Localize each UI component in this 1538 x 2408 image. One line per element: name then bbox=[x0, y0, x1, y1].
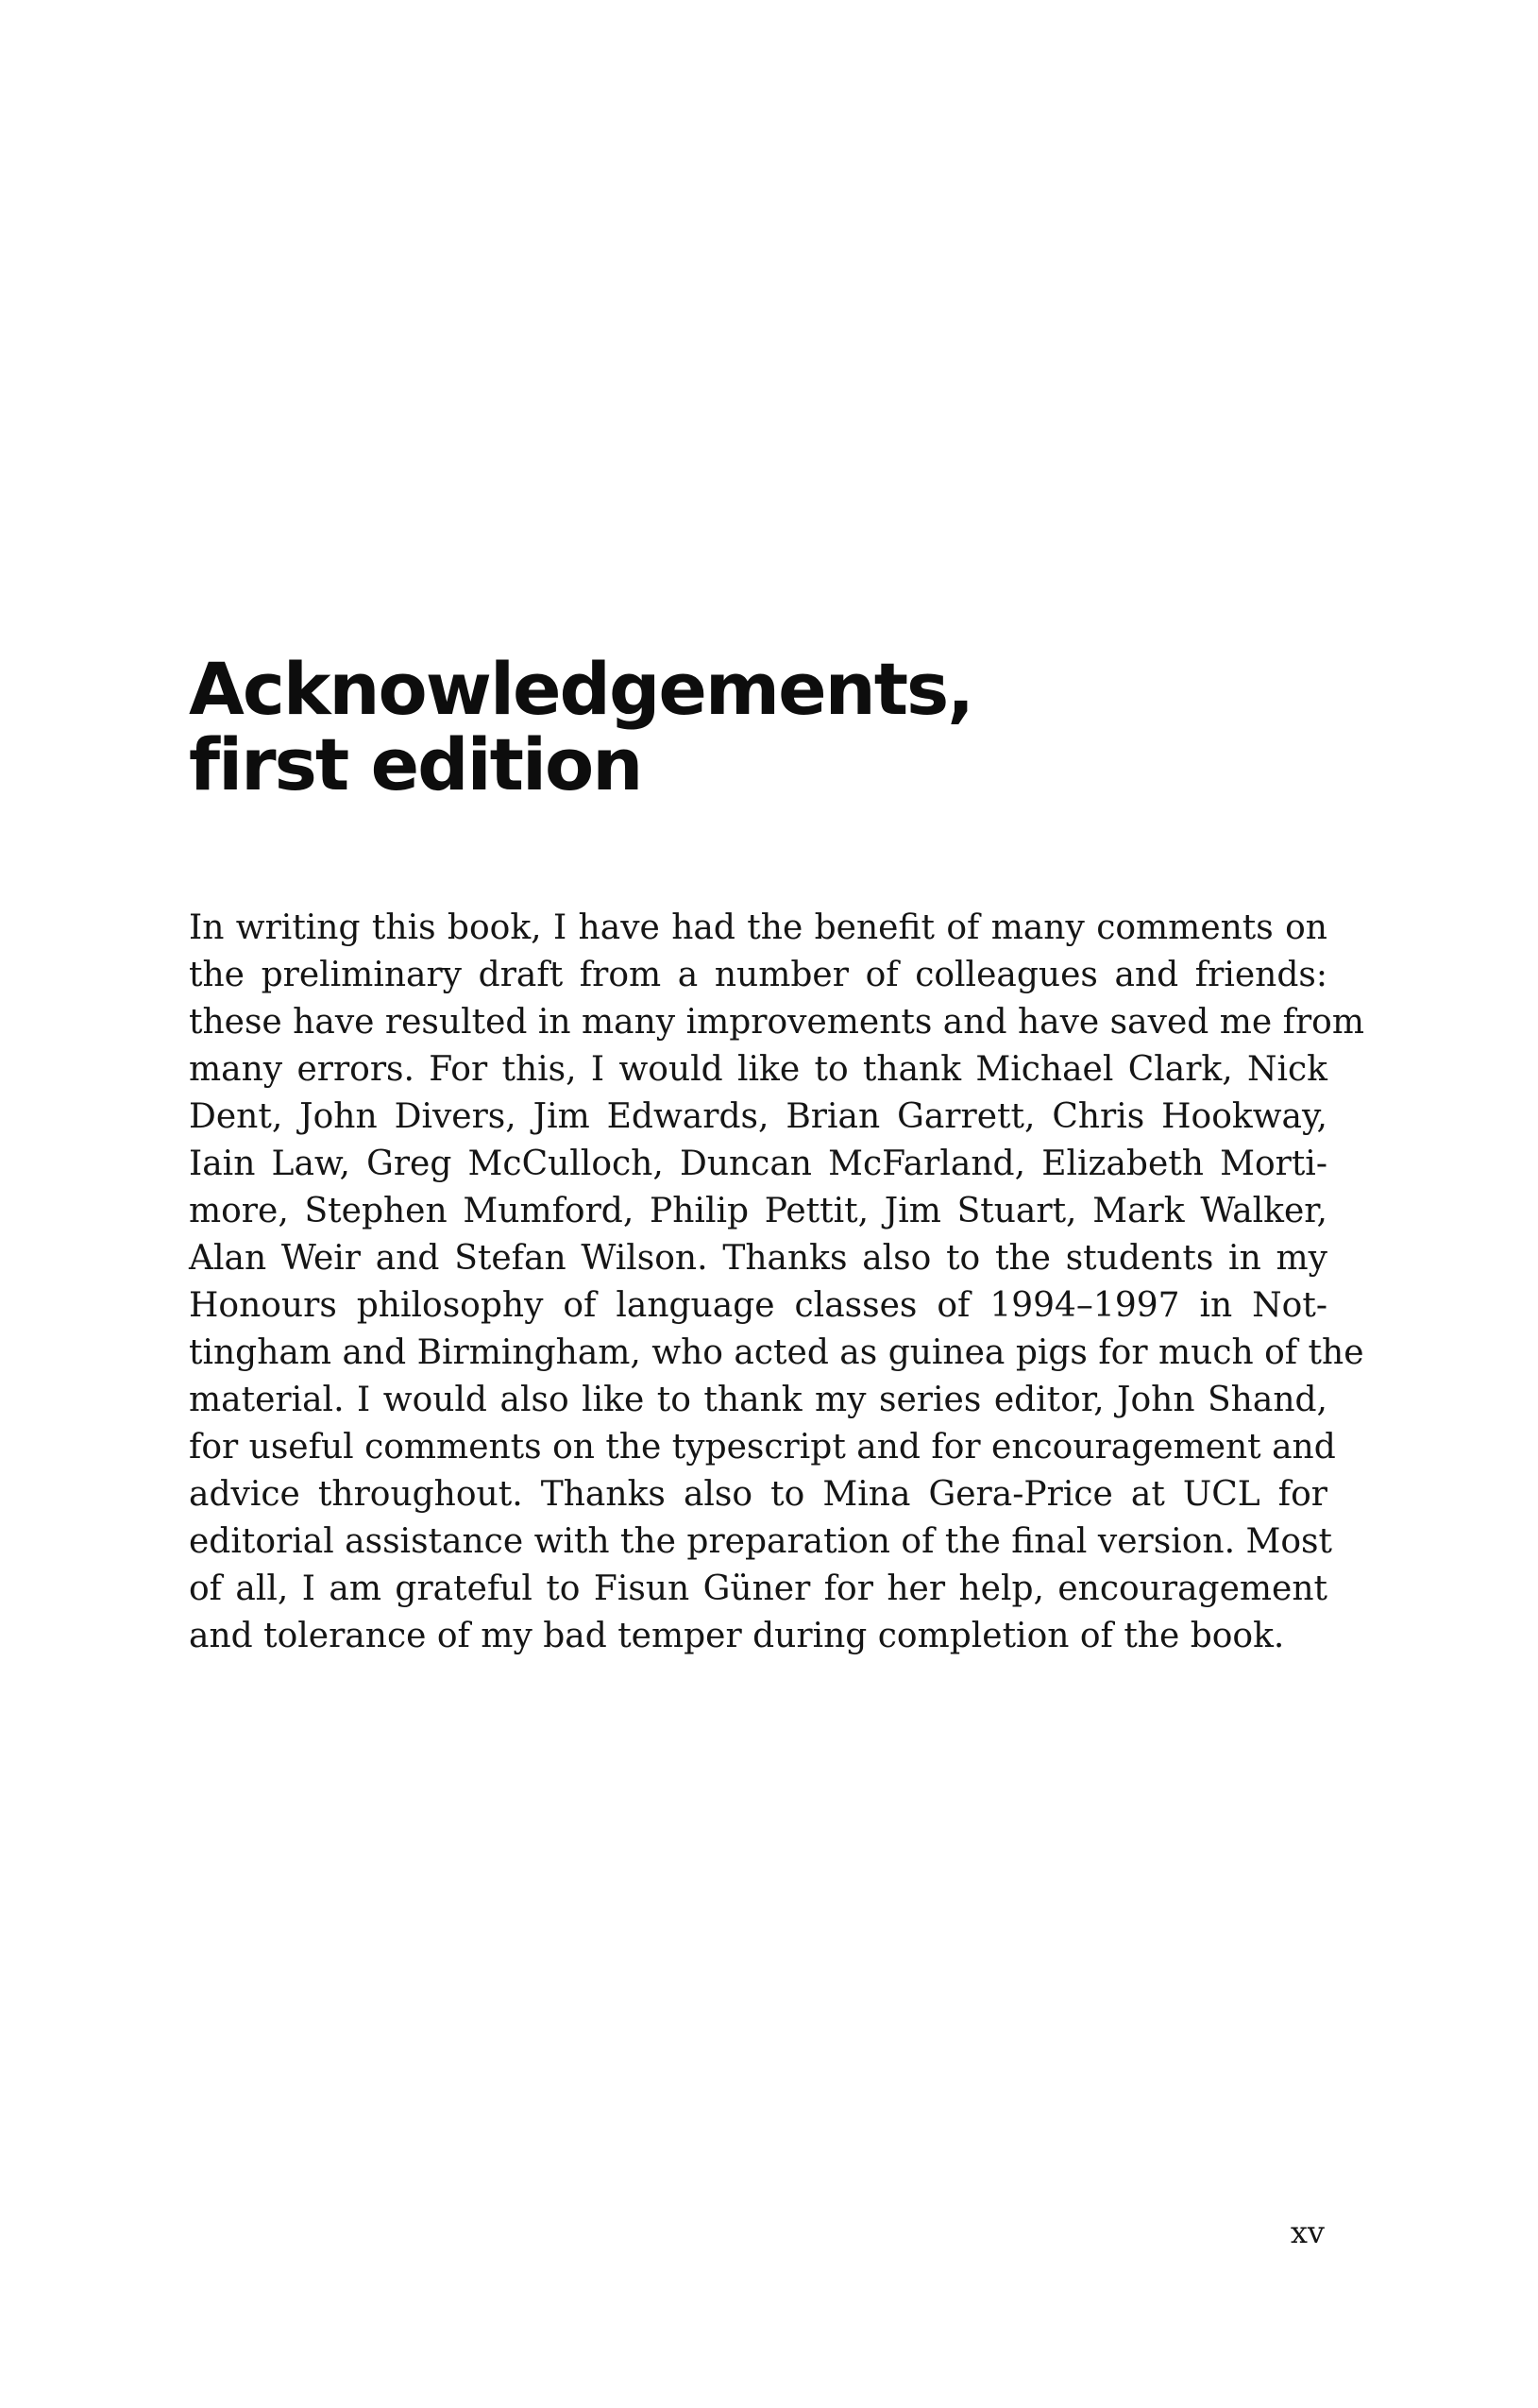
paragraph-line: tingham and Birmingham, who acted as guinea pigs for much of the bbox=[189, 1333, 1364, 1372]
paragraph-line: more, Stephen Mumford, Philip Pettit, Jim Stuart, Mark Walker, bbox=[189, 1192, 1327, 1230]
paragraph-line: material. I would also like to thank my series editor, John Shand, bbox=[189, 1381, 1327, 1419]
paragraph-line: many errors. For this, I would like to thank Michael Clark, Nick bbox=[189, 1050, 1327, 1089]
chapter-heading bbox=[189, 647, 1322, 806]
paragraph-line: Iain Law, Greg McCulloch, Duncan McFarland, Elizabeth Morti- bbox=[189, 1145, 1327, 1183]
paragraph-line: Honours philosophy of language classes of 1994–1997 in Not- bbox=[189, 1286, 1327, 1325]
paragraph-line: Alan Weir and Stefan Wilson. Thanks also to the students in my bbox=[189, 1239, 1327, 1278]
paragraph-line: and tolerance of my bad temper during completion of the book. bbox=[189, 1617, 1285, 1655]
paragraph-line: the preliminary draft from a number of colleagues and friends: bbox=[189, 956, 1327, 994]
paragraph-line: these have resulted in many improvements and have saved me from bbox=[189, 1003, 1364, 1042]
page-number: xv bbox=[1290, 2214, 1325, 2250]
paragraph-line: editorial assistance with the preparation of the final version. Most bbox=[189, 1522, 1332, 1561]
heading-line-1: Acknowledgements, bbox=[189, 647, 973, 731]
heading-line-2: first edition bbox=[189, 722, 642, 806]
paragraph-line: for useful comments on the typescript and for encouragement and bbox=[189, 1428, 1336, 1467]
paragraph-line: of all, I am grateful to Fisun Güner for her help, encouragement bbox=[189, 1569, 1327, 1608]
acknowledgements-paragraph bbox=[189, 905, 1364, 1660]
paragraph-line: advice throughout. Thanks also to Mina Gera-Price at UCL for bbox=[189, 1475, 1327, 1514]
paragraph-line: Dent, John Divers, Jim Edwards, Brian Garrett, Chris Hookway, bbox=[189, 1097, 1327, 1136]
paragraph-line: In writing this book, I have had the benefit of many comments on bbox=[189, 908, 1327, 947]
